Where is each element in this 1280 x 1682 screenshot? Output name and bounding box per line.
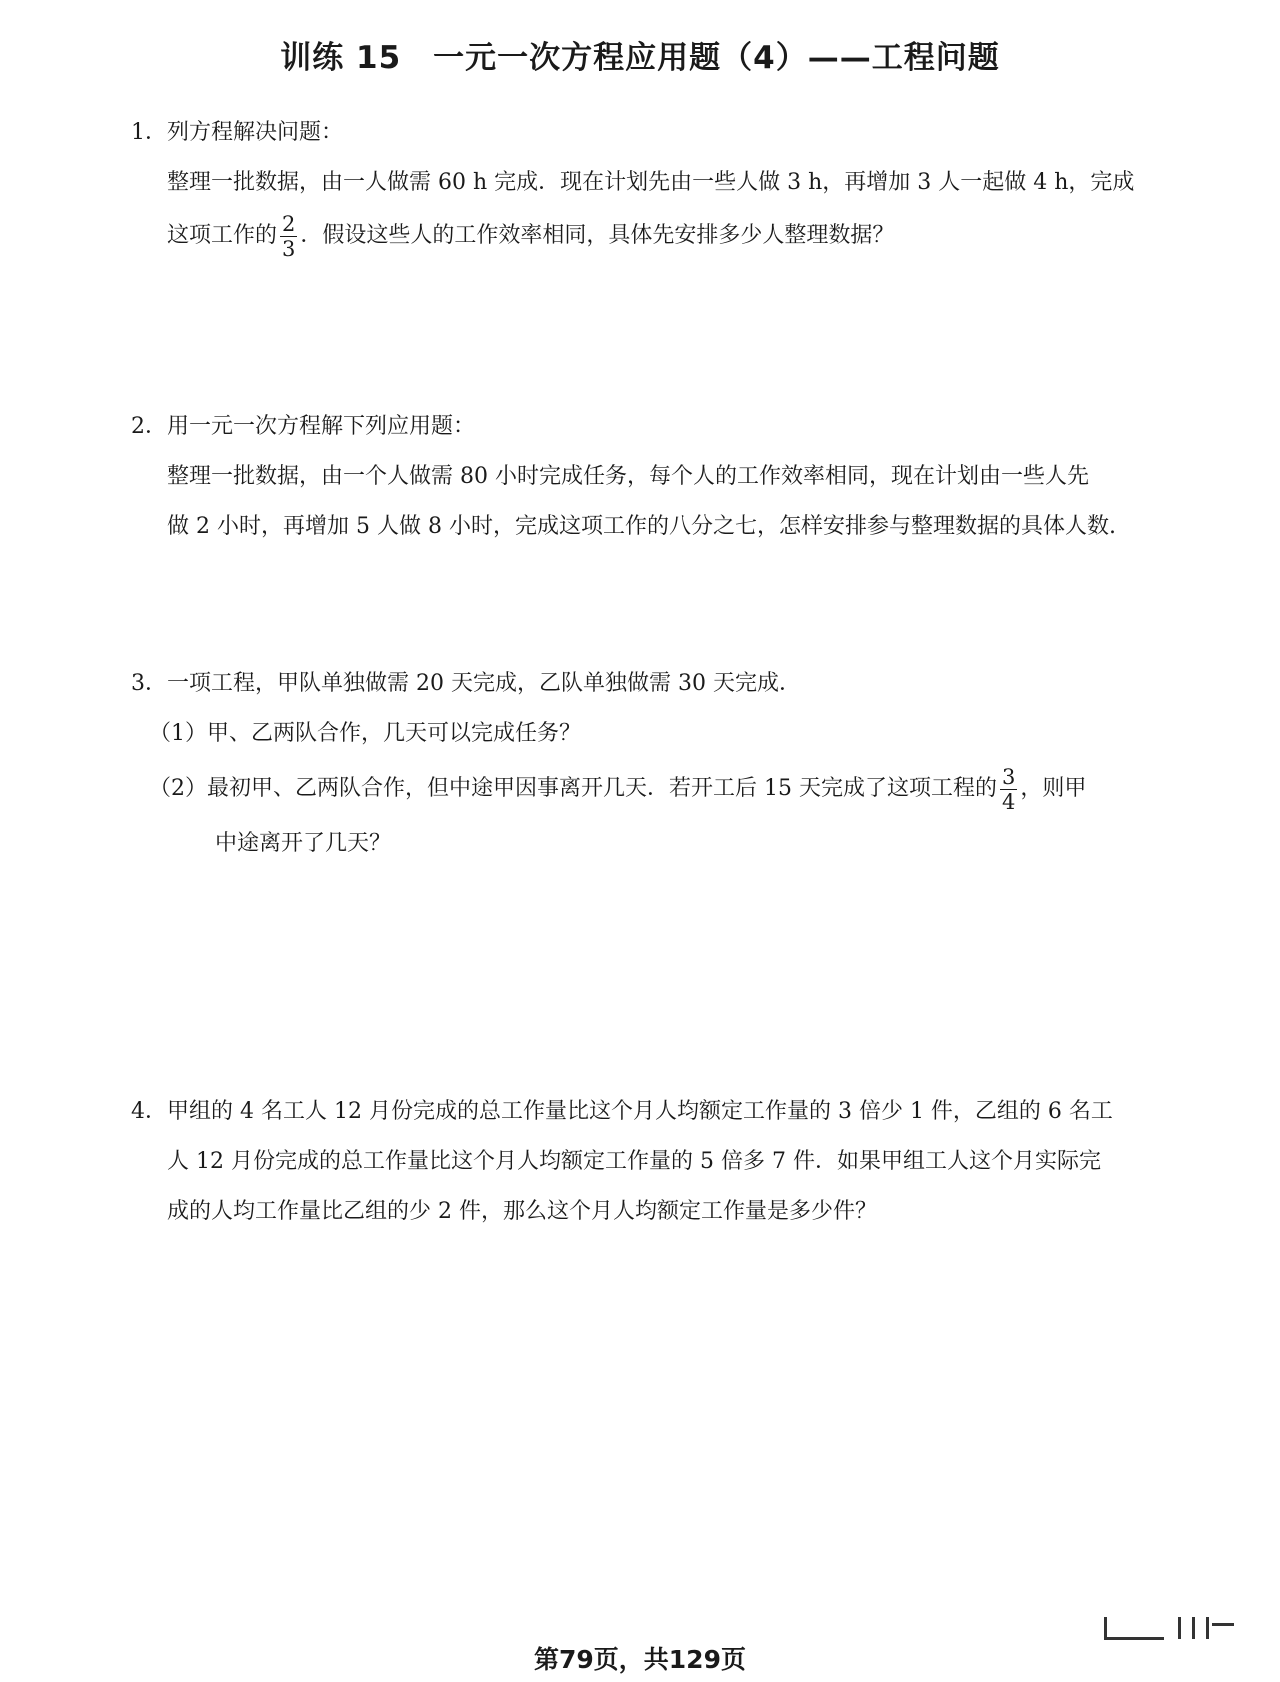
- fraction-two-thirds: [280, 212, 297, 261]
- question-4-line-2: 人 12 月份完成的总工作量比这个月人均额定工作量的 5 倍多 7 件．如果甲组工人这个月实际完: [167, 1149, 1101, 1174]
- question-1-heading: [131, 108, 1171, 158]
- question-1-instruction: 列方程解决问题：: [167, 120, 344, 145]
- question-3-part-2-continued: 中途离开了几天？: [215, 831, 392, 856]
- question-1-line-2: [131, 208, 1171, 264]
- question-4-line-1: [131, 1087, 1171, 1137]
- question-number: 2．: [131, 414, 167, 439]
- question-2: [131, 402, 1171, 552]
- question-2-instruction: 用一元一次方程解下列应用题：: [167, 414, 476, 439]
- question-1-text: 这项工作的: [167, 223, 278, 248]
- question-3-part-1: （1）甲、乙两队合作，几天可以完成任务？: [149, 721, 581, 746]
- question-4-text: 甲组的 4 名工人 12 月份完成的总工作量比这个月人均额定工作量的 3 倍少 1 件，乙组的 6 名工: [167, 1099, 1113, 1124]
- question-2-heading: [131, 402, 1171, 452]
- question-4: [131, 1087, 1171, 1237]
- fraction-three-quarters: [1000, 765, 1017, 814]
- question-3-part-2: [131, 759, 1171, 819]
- fraction-denominator: 3: [282, 236, 296, 261]
- question-number: 3．: [131, 671, 167, 696]
- question-4-line-3: 成的人均工作量比乙组的少 2 件，那么这个月人均额定工作量是多少件？: [167, 1199, 877, 1224]
- page-title: 训练 15 一元一次方程应用题（4）——工程问题: [280, 40, 1000, 76]
- question-1-line-1: 整理一批数据，由一人做需 60 h 完成．现在计划先由一些人做 3 h，再增加 3 人一起做 4 h，完成: [167, 170, 1135, 195]
- page-number-footer: 第79页，共129页: [534, 1645, 746, 1674]
- question-number: 1．: [131, 120, 167, 145]
- question-2-line-1: 整理一批数据，由一个人做需 80 小时完成任务，每个人的工作效率相同，现在计划由一些人先: [167, 464, 1089, 489]
- question-3-stem: 一项工程，甲队单独做需 20 天完成，乙队单独做需 30 天完成．: [167, 671, 801, 696]
- question-2-line-2: 做 2 小时，再增加 5 人做 8 小时，完成这项工作的八分之七，怎样安排参与整理数据的具体人数.: [167, 514, 1116, 539]
- question-3: [131, 659, 1171, 869]
- fraction-numerator: 2: [282, 211, 296, 236]
- question-1: [131, 108, 1171, 264]
- fraction-denominator: 4: [1001, 789, 1016, 814]
- question-3-heading: [131, 659, 1171, 709]
- question-3-part-2-text: ，则甲: [1020, 776, 1087, 801]
- question-number: 4．: [131, 1099, 167, 1124]
- question-1-text: ．假设这些人的工作效率相同，具体先安排多少人整理数据？: [300, 223, 895, 248]
- question-3-part-2-text: （2）最初甲、乙两队合作，但中途甲因事离开几天．若开工后 15 天完成了这项工程的: [149, 776, 997, 801]
- fraction-numerator: 3: [1001, 764, 1016, 789]
